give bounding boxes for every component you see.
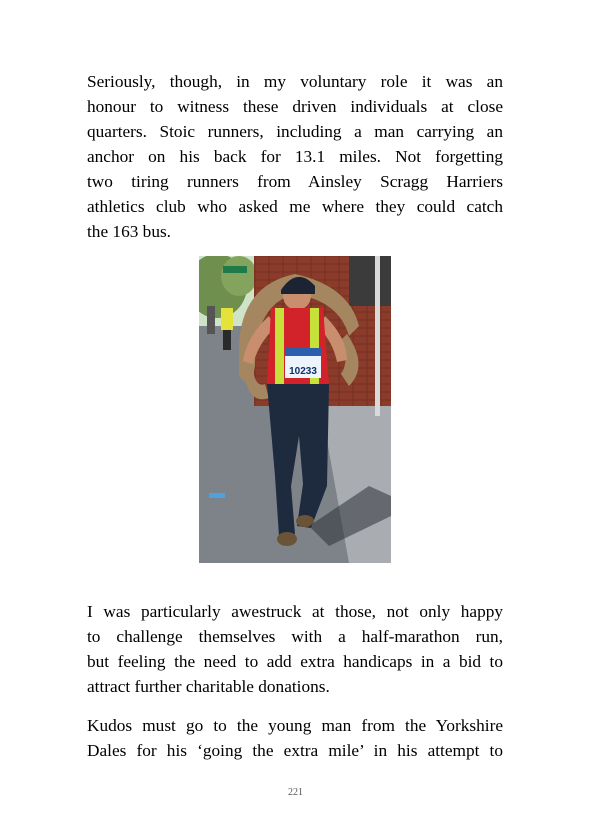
paragraph-line: quarters. Stoic runners, including a man carrying an [87, 122, 503, 141]
paragraph-line: attract further charitable donations. [87, 677, 330, 696]
paragraph-line: Seriously, though, in my voluntary role it was an [87, 72, 503, 91]
runner-photo [199, 256, 391, 563]
paragraph-line: anchor on his back for 13.1 miles. Not forgetting [87, 147, 503, 166]
paragraph-line: the 163 bus. [87, 222, 172, 241]
paragraph-line: to challenge themselves with a half-marathon run, [87, 627, 503, 646]
paragraph-line: athletics club who asked me where they could catch [87, 197, 503, 216]
paragraph-line: Dales for his ‘going the extra mile’ in his attempt to [87, 741, 503, 760]
paragraph-line: but feeling the need to add extra handicaps in a bid to [87, 652, 503, 671]
paragraph-1 [87, 69, 503, 244]
runner-photo-illustration [199, 256, 391, 563]
paragraph-line: two tiring runners from Ainsley Scragg Harriers [87, 172, 503, 191]
paragraph-line: Kudos must go to the young man from the Yorkshire [87, 716, 503, 735]
paragraph-line: I was particularly awestruck at those, not only happy [87, 602, 503, 621]
paragraph-line: honour to witness these driven individuals at close [87, 97, 503, 116]
paragraph-3 [87, 713, 503, 763]
page-number: 221 [288, 787, 303, 798]
paragraph-2 [87, 599, 503, 699]
bib-number: 10233 [289, 366, 317, 377]
